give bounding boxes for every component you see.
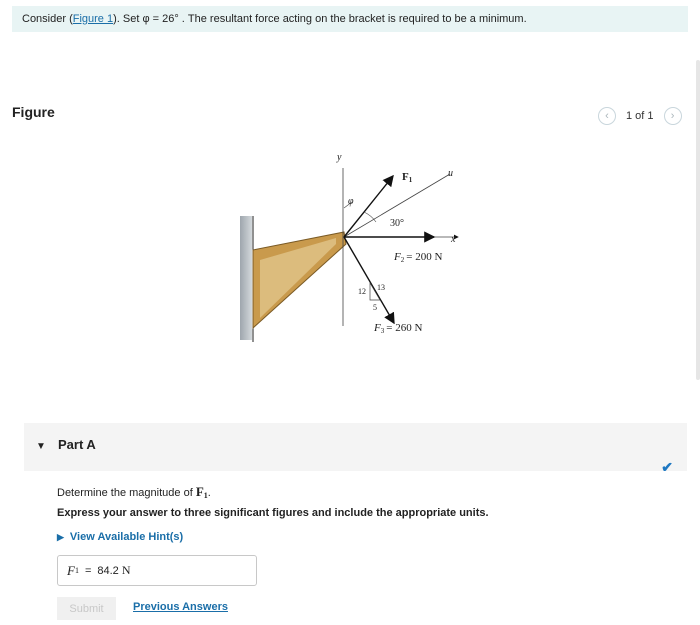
- answer-field[interactable]: [57, 555, 257, 586]
- y-axis-label: y: [337, 152, 342, 163]
- answer-instructions: Express your answer to three significant figures and include the appropriate units.: [57, 507, 489, 519]
- view-hints-toggle[interactable]: [57, 531, 183, 543]
- f3-vector: [344, 237, 394, 323]
- part-a-label: Part A: [58, 437, 96, 452]
- figure-link[interactable]: Figure 1: [72, 13, 114, 25]
- wall: [240, 216, 252, 340]
- chevron-left-icon[interactable]: ‹: [598, 107, 616, 125]
- answer-unit: N: [121, 563, 131, 577]
- answer-variable-sub: 1: [74, 566, 79, 575]
- triangle-right-icon: ▶: [57, 532, 64, 542]
- x-axis-label: x: [451, 234, 456, 245]
- statement-prefix: Consider (: [22, 13, 73, 25]
- hint-label: View Available Hint(s): [69, 531, 184, 543]
- scrollbar[interactable]: [696, 60, 700, 380]
- submit-button[interactable]: Submit: [57, 597, 116, 620]
- previous-answers-link[interactable]: Previous Answers: [133, 601, 228, 613]
- answer-equals: =: [84, 564, 92, 577]
- statement-suffix: ). Set φ = 26° . The resultant force acting on the bracket is required to be a minimum.: [113, 13, 527, 25]
- triangle-down-icon[interactable]: ▼: [36, 441, 46, 452]
- slope-12: 12: [358, 287, 366, 296]
- f2-label: F2 = 200 N: [394, 251, 443, 264]
- bracket-figure: [236, 148, 476, 358]
- f3-label: F3 = 260 N: [374, 322, 423, 335]
- answer-variable: F: [67, 562, 75, 578]
- figure-pager: [598, 106, 682, 126]
- problem-statement: [12, 6, 688, 32]
- figure-title: Figure: [12, 104, 55, 120]
- slope-5: 5: [373, 303, 377, 312]
- angle-label: 30°: [390, 218, 404, 229]
- question-text: Determine the magnitude of $F_1$.: [57, 484, 211, 500]
- u-axis-label: u: [448, 168, 453, 179]
- part-a-header[interactable]: [24, 423, 687, 475]
- answer-value: 84.2: [97, 564, 119, 577]
- chevron-right-icon[interactable]: ›: [664, 107, 682, 125]
- f1-label: F1: [402, 171, 413, 184]
- checkmark-icon: ✔: [661, 459, 673, 475]
- phi-label: φ: [348, 196, 354, 207]
- slope-13: 13: [377, 283, 385, 292]
- page-count: 1 of 1: [626, 110, 654, 122]
